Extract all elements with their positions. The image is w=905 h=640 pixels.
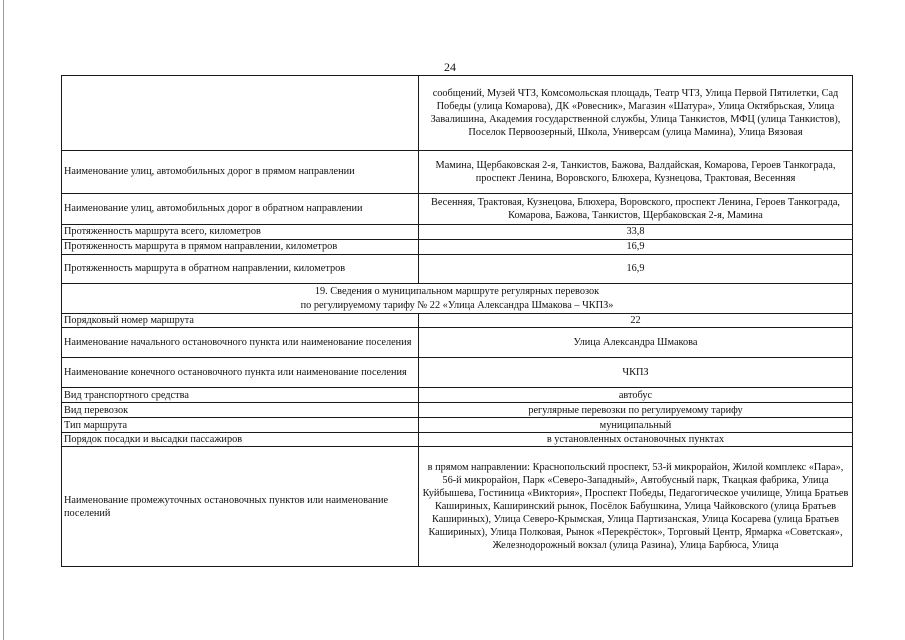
row-value: 22 <box>419 314 853 328</box>
row-value: ЧКПЗ <box>419 358 853 388</box>
route-info-table <box>61 75 853 567</box>
row-value: 16,9 <box>419 240 853 255</box>
row-label: Порядковый номер маршрута <box>62 314 419 328</box>
row-label: Наименование начального остановочного пункта или наименование поселения <box>62 328 419 358</box>
section-heading-line-2: по регулируемому тарифу № 22 «Улица Александра Шмакова – ЧКПЗ» <box>300 299 614 311</box>
row-value: муниципальный <box>419 418 853 433</box>
row-value: сообщений, Музей ЧТЗ, Комсомольская площадь, Театр ЧТЗ, Улица Первой Пятилетки, Сад Победы (улица Комарова), ДК «Ровесник», Магазин «Шатура», Улица Октябрьская, Улица Завалишина, Академия государственной службы, Улица Танкистов, МФЦ (улица Танкистов), Поселок Первоозерный, Школа, Универсам (улица Мамина), Улица Вязовая <box>419 76 853 151</box>
row-value: Мамина, Щербаковская 2-я, Танкистов, Бажова, Валдайская, Комарова, Героев Танкограда, проспект Ленина, Воровского, Блюхера, Кузнецова, Трактовая, Весенняя <box>419 151 853 194</box>
table-row <box>62 314 853 328</box>
table-row <box>62 76 853 151</box>
table-row <box>62 240 853 255</box>
section-heading <box>62 284 853 314</box>
table-row <box>62 151 853 194</box>
table-row <box>62 403 853 418</box>
row-label: Наименование улиц, автомобильных дорог в обратном направлении <box>62 194 419 225</box>
row-value: автобус <box>419 388 853 403</box>
row-value: 16,9 <box>419 255 853 284</box>
table-row <box>62 328 853 358</box>
row-value: в установленных остановочных пунктах <box>419 433 853 447</box>
row-value: регулярные перевозки по регулируемому тарифу <box>419 403 853 418</box>
row-value: в прямом направлении: Краснопольский проспект, 53-й микрорайон, Жилой комплекс «Пара», 56-й микрорайон, Парк «Северо-Западный», Автобусный парк, Ткацкая фабрика, Улица Куйбышева, Гостиница «Виктория», Проспект Победы, Педагогическое училище, Улица Братьев Кашириных, Каширинский рынок, Посёлок Бабушкина, Улица Чайковского (улица Братьев Кашириных), Улица Северо-Крымская, Улица Партизанская, Улица Косарева (улица Братьев Кашириных), Улица Полковая, Рынок «Перекрёсток», Торговый Центр, Ярмарка «Советская», Железнодорожный вокзал (улица Разина), Улица Барбюса, Улица <box>419 447 853 567</box>
section-heading-row <box>62 284 853 314</box>
table-row <box>62 447 853 567</box>
row-label: Наименование конечного остановочного пункта или наименование поселения <box>62 358 419 388</box>
row-value: 33,8 <box>419 225 853 240</box>
table-row <box>62 225 853 240</box>
scan-left-edge <box>3 0 4 640</box>
row-value: Весенняя, Трактовая, Кузнецова, Блюхера, Воровского, проспект Ленина, Героев Танкограда, Комарова, Бажова, Танкистов, Щербаковская 2-я, Мамина <box>419 194 853 225</box>
table-row <box>62 194 853 225</box>
table-row <box>62 433 853 447</box>
row-label: Протяженность маршрута в прямом направлении, километров <box>62 240 419 255</box>
row-label: Тип маршрута <box>62 418 419 433</box>
page-number: 24 <box>444 60 456 74</box>
row-label: Вид перевозок <box>62 403 419 418</box>
row-label: Порядок посадки и высадки пассажиров <box>62 433 419 447</box>
table-row <box>62 388 853 403</box>
row-label <box>62 76 419 151</box>
row-label: Протяженность маршрута всего, километров <box>62 225 419 240</box>
row-label: Протяженность маршрута в обратном направлении, километров <box>62 255 419 284</box>
row-label: Вид транспортного средства <box>62 388 419 403</box>
table-row <box>62 255 853 284</box>
row-label: Наименование улиц, автомобильных дорог в прямом направлении <box>62 151 419 194</box>
section-heading-line-1: 19. Сведения о муниципальном маршруте регулярных перевозок <box>314 286 600 298</box>
table-row <box>62 358 853 388</box>
row-label: Наименование промежуточных остановочных пунктов или наименование поселений <box>62 447 419 567</box>
table-row <box>62 418 853 433</box>
row-value: Улица Александра Шмакова <box>419 328 853 358</box>
